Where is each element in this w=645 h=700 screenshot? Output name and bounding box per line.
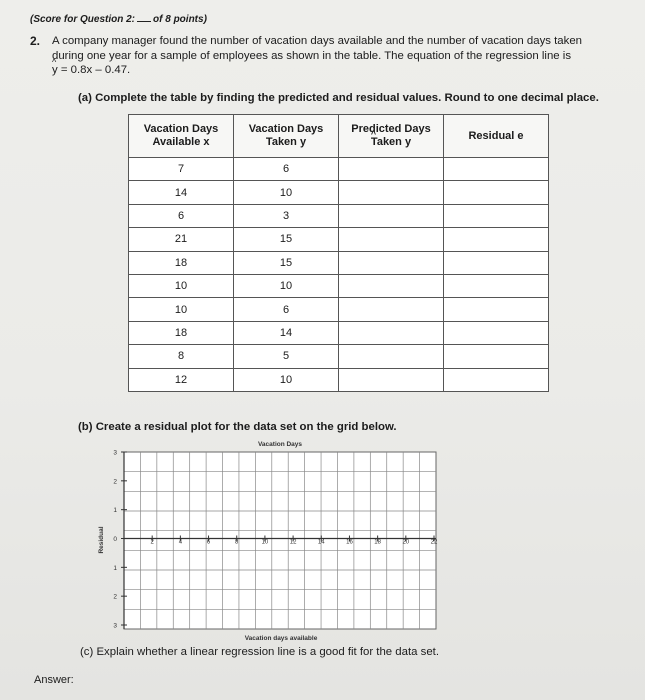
cell-taken-y: 14 (234, 321, 339, 344)
x-axis-label: Vacation days available (244, 635, 318, 642)
header-residual: Residual e (444, 115, 549, 158)
y-tick-label: 1 (113, 564, 117, 572)
x-tick-label: 12 (289, 539, 297, 546)
question-line-1: A company manager found the number of vacation days available and the number of vacation days taken (52, 35, 582, 47)
cell-available-x: 21 (129, 228, 234, 251)
x-tick-label: 10 (261, 539, 269, 546)
x-tick-label: 18 (374, 539, 381, 546)
cell-taken-y: 15 (234, 251, 339, 274)
question-number: 2. (30, 34, 41, 48)
plot-grid-background (124, 452, 436, 629)
cell-taken-y: 5 (234, 345, 339, 368)
x-tick-label: 4 (178, 539, 183, 546)
x-tick-label: 8 (235, 539, 239, 546)
x-tick-label: 6 (206, 539, 211, 546)
y-hat-symbol: ^ y (52, 63, 58, 78)
cell-taken-y: 10 (234, 181, 339, 204)
x-tick-label: 20 (402, 539, 410, 546)
score-prefix: (Score for Question 2: (30, 14, 136, 25)
cell-available-x: 8 (129, 345, 234, 368)
cell-available-x: 12 (129, 368, 234, 391)
cell-taken-y: 10 (234, 274, 339, 297)
y-tick-label: 3 (113, 622, 117, 630)
cell-taken-y: 6 (234, 158, 339, 181)
x-tick-label: 16 (346, 539, 353, 546)
header-available-x: Vacation Days Available x (129, 115, 234, 158)
cell-taken-y: 6 (234, 298, 339, 321)
y-axis-label: Residual (98, 526, 105, 554)
y-tick-label: 2 (113, 593, 117, 601)
cell-taken-y: 10 (234, 368, 339, 391)
cell-available-x: 18 (129, 251, 234, 274)
answer-label: Answer: (34, 674, 74, 686)
plot-title: Vacation Days (257, 441, 303, 448)
y-tick-label: 3 (113, 449, 117, 457)
cell-available-x: 10 (129, 298, 234, 321)
x-tick-label: 2 (150, 539, 154, 546)
cell-available-x: 18 (129, 321, 234, 344)
equation-rhs: = 0.8x – 0.47. (57, 64, 131, 76)
y-tick-label: 1 (113, 507, 117, 515)
cell-available-x: 7 (129, 158, 234, 181)
part-a-instruction: (a) Complete the table by finding the predicted and residual values. Round to one decimal place. (78, 92, 599, 104)
header-taken-y: Vacation Days Taken y (234, 115, 339, 158)
cell-taken-y: 3 (234, 204, 339, 227)
cell-taken-y: 15 (234, 228, 339, 251)
part-b-instruction: (b) Create a residual plot for the data set on the grid below. (78, 421, 397, 433)
cell-available-x: 14 (129, 181, 234, 204)
cell-available-x: 6 (129, 204, 234, 227)
y-tick-label: 2 (113, 478, 117, 486)
y-tick-label: 0 (113, 536, 117, 543)
score-suffix: of 8 points) (153, 14, 207, 25)
part-c-instruction: (c) Explain whether a linear regression line is a good fit for the data set. (80, 646, 439, 658)
x-tick-label: 22 (430, 539, 438, 546)
x-tick-label: 14 (317, 539, 325, 546)
cell-available-x: 10 (129, 274, 234, 297)
header-predicted-y: Predicted Days ^ Taken y (339, 115, 444, 158)
question-line-2: during one year for a sample of employees as shown in the table. The equation of the regression line is (52, 49, 572, 62)
